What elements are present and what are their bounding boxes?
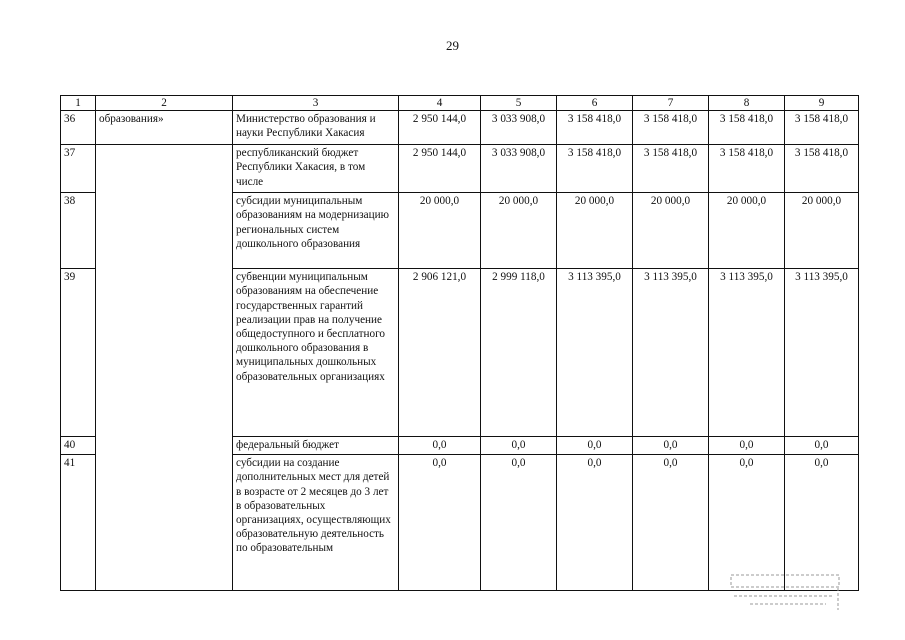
value-cell: 0,0 (633, 437, 709, 455)
value-cell: 2 950 144,0 (399, 111, 481, 145)
header-cell: 5 (481, 96, 557, 111)
value-cell: 2 950 144,0 (399, 145, 481, 193)
value-cell: 0,0 (785, 437, 859, 455)
header-cell: 4 (399, 96, 481, 111)
value-cell: 3 158 418,0 (785, 145, 859, 193)
value-cell: 20 000,0 (557, 193, 633, 269)
value-cell: 3 158 418,0 (709, 111, 785, 145)
row-description: субсидии муниципальным образованиям на модернизацию региональных систем дошкольного образования (233, 193, 399, 269)
value-cell: 0,0 (785, 455, 859, 591)
value-cell: 3 033 908,0 (481, 111, 557, 145)
value-cell: 3 158 418,0 (709, 145, 785, 193)
row-number: 41 (61, 455, 96, 591)
value-cell: 2 999 118,0 (481, 269, 557, 437)
row-description: субсидии на создание дополнительных мест для детей в возрасте от 2 месяцев до 3 лет в образовательных организациях, осуществляющих образовательную деятельность по образовательным (233, 455, 399, 591)
program-name-cell: образования» (96, 111, 233, 145)
value-cell: 20 000,0 (633, 193, 709, 269)
value-cell: 2 906 121,0 (399, 269, 481, 437)
value-cell: 3 158 418,0 (633, 111, 709, 145)
header-cell: 3 (233, 96, 399, 111)
value-cell: 0,0 (399, 455, 481, 591)
row-description: федеральный бюджет (233, 437, 399, 455)
page-number: 29 (446, 38, 459, 53)
row-description: Министерство образования и науки Республики Хакасия (233, 111, 399, 145)
table-row (61, 111, 859, 145)
value-cell: 3 158 418,0 (785, 111, 859, 145)
value-cell: 0,0 (557, 455, 633, 591)
row-number: 40 (61, 437, 96, 455)
value-cell: 20 000,0 (709, 193, 785, 269)
row-number: 39 (61, 269, 96, 437)
value-cell: 3 158 418,0 (557, 145, 633, 193)
value-cell: 0,0 (399, 437, 481, 455)
value-cell: 3 158 418,0 (557, 111, 633, 145)
header-cell: 8 (709, 96, 785, 111)
value-cell: 3 113 395,0 (709, 269, 785, 437)
table-header-row (61, 96, 859, 111)
value-cell: 0,0 (481, 455, 557, 591)
value-cell: 0,0 (481, 437, 557, 455)
value-cell: 3 113 395,0 (557, 269, 633, 437)
value-cell: 20 000,0 (785, 193, 859, 269)
header-cell: 9 (785, 96, 859, 111)
table-row (61, 145, 859, 193)
value-cell: 0,0 (633, 455, 709, 591)
budget-table (60, 95, 859, 591)
row-number: 37 (61, 145, 96, 193)
row-description: республиканский бюджет Республики Хакасия, в том числе (233, 145, 399, 193)
row-number: 36 (61, 111, 96, 145)
header-cell: 1 (61, 96, 96, 111)
header-cell: 2 (96, 96, 233, 111)
value-cell: 3 033 908,0 (481, 145, 557, 193)
value-cell: 20 000,0 (399, 193, 481, 269)
value-cell: 3 113 395,0 (633, 269, 709, 437)
row-number: 38 (61, 193, 96, 269)
row-description: субвенции муниципальным образованиям на обеспечение государственных гарантий реализации прав на получение общедоступного и бесплатного дошкольного образования в муниципальных дошкольных образовательных организациях (233, 269, 399, 437)
value-cell: 0,0 (709, 455, 785, 591)
value-cell: 0,0 (709, 437, 785, 455)
program-name-merged-cell (96, 145, 233, 591)
value-cell: 0,0 (557, 437, 633, 455)
stamp-mark (730, 574, 840, 612)
header-cell: 7 (633, 96, 709, 111)
value-cell: 20 000,0 (481, 193, 557, 269)
value-cell: 3 113 395,0 (785, 269, 859, 437)
header-cell: 6 (557, 96, 633, 111)
value-cell: 3 158 418,0 (633, 145, 709, 193)
